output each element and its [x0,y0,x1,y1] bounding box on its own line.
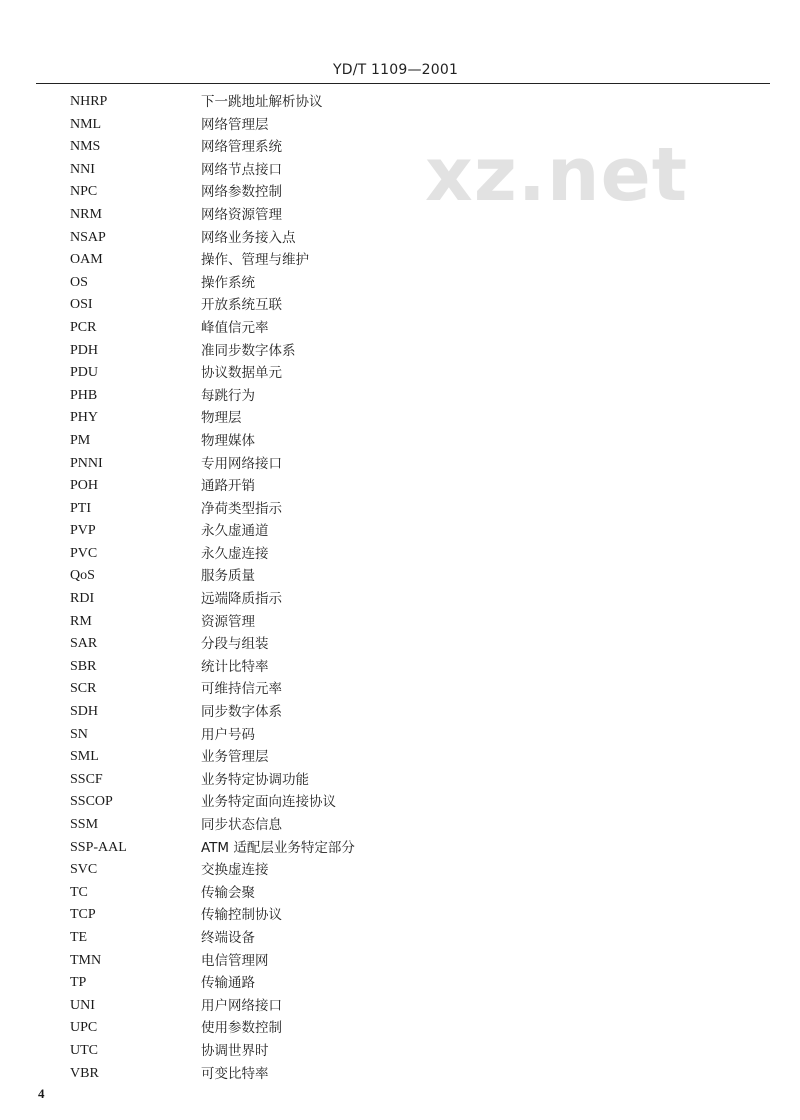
term-definition: 同步状态信息 [201,817,282,833]
abbreviation: PVC [70,545,98,561]
abbreviation: VBR [70,1065,99,1081]
term-definition: 每跳行为 [201,387,255,404]
list-item [0,904,800,927]
list-item [0,385,800,408]
term-definition: 业务管理层 [201,749,269,766]
term-definition: 永久虚通道 [201,523,269,540]
list-item [0,859,800,882]
list-item [0,995,800,1018]
list-item [0,837,800,860]
list-item [0,1017,800,1040]
list-item [0,543,800,566]
abbreviation: UTC [70,1042,98,1058]
list-item [0,814,800,837]
term-definition: 电信管理网 [201,952,269,969]
abbreviation: SSCOP [70,794,113,810]
term-definition: 传输控制协议 [201,907,282,924]
term-definition: 净荷类型指示 [201,500,282,517]
list-item [0,407,800,430]
abbreviation: OSI [70,297,93,313]
term-definition: 网络节点接口 [201,161,282,178]
abbreviation: NML [70,116,102,132]
term-definition: 终端设备 [201,929,255,946]
list-item [0,656,800,679]
term-definition: 通路开销 [201,478,255,495]
term-definition: 网络管理层 [201,116,269,133]
abbreviation: SN [70,726,88,742]
term-definition: 开放系统互联 [201,297,282,314]
abbreviation: TCP [70,907,96,923]
abbreviation: SAR [70,636,98,652]
abbreviation: PDU [70,365,99,381]
abbreviation: PDH [70,342,99,358]
term-definition: 传输通路 [201,975,255,992]
abbreviation: PM [70,432,91,448]
abbreviation: RDI [70,591,95,607]
abbreviation: NHRP [70,94,108,109]
term-definition: 网络管理系统 [201,139,282,156]
term-definition: 可维持信元率 [201,681,282,698]
list-item [0,678,800,701]
term-definition: 业务特定面向连接协议 [201,794,336,811]
term-definition: 资源管理 [201,613,255,630]
list-item [0,520,800,543]
term-definition: 使用参数控制 [201,1020,282,1037]
list-item [0,927,800,950]
list-item [0,791,800,814]
term-definition: 交换虚连接 [201,862,269,879]
abbreviation: SSM [70,817,99,832]
term-definition: 用户号码 [201,726,255,743]
abbreviation: PVP [70,523,96,539]
term-definition: 网络资源管理 [201,206,282,223]
term-definition: 操作系统 [201,274,255,291]
list-item [0,136,800,159]
list-item [0,430,800,453]
term-definition: 专用网络接口 [201,455,282,472]
list-item [0,882,800,905]
list-item [0,475,800,498]
list-item [0,227,800,250]
list-item [0,362,800,385]
abbreviation: PHY [70,410,99,426]
list-item [0,181,800,204]
list-item [0,565,800,588]
abbreviation: UPC [70,1020,98,1036]
abbreviation: PTI [70,500,91,516]
term-definition: 协议数据单元 [201,365,282,382]
list-item [0,340,800,363]
list-item [0,204,800,227]
term-definition: 峰值信元率 [201,319,269,336]
abbreviation: POH [70,478,99,494]
term-definition: 传输会聚 [201,884,255,901]
abbreviation: TC [70,884,88,900]
term-definition: 同步数字体系 [201,704,282,721]
term-definition: 下一跳地址解析协议 [201,94,323,110]
abbreviation: OS [70,274,88,290]
list-item [0,724,800,747]
list-item [0,249,800,272]
abbreviation: SDH [70,704,99,720]
list-item [0,746,800,769]
abbreviation: PHB [70,387,98,403]
abbreviation: TE [70,929,88,945]
list-item [0,317,800,340]
abbreviation: NNI [70,161,95,177]
term-definition: 分段与组装 [201,636,269,653]
watermark: xz.net [425,132,689,218]
term-definition: 网络参数控制 [201,184,282,201]
list-item [0,972,800,995]
list-item [0,91,800,114]
abbreviation: NSAP [70,229,106,245]
list-item [0,114,800,137]
term-definition: 可变比特率 [201,1065,269,1082]
abbreviation: NPC [70,184,98,200]
abbreviation: SBR [70,658,97,674]
term-definition: 网络业务接入点 [201,229,296,246]
term-definition: 用户网络接口 [201,997,282,1014]
term-definition: 准同步数字体系 [201,342,296,359]
abbreviation: QoS [70,568,95,584]
term-definition: 永久虚连接 [201,545,269,562]
abbreviation: NMS [70,139,101,155]
abbreviation: PCR [70,319,97,335]
list-item [0,588,800,611]
abbreviation: NRM [70,206,102,222]
abbreviation: SVC [70,862,98,878]
abbreviation: SSCF [70,771,103,787]
document-code-header: YD/T 1109—2001 [333,62,459,78]
list-item [0,159,800,182]
term-definition: 协调世界时 [201,1042,269,1059]
term-definition: 业务特定协调功能 [201,771,309,788]
list-item [0,1063,800,1086]
list-item [0,769,800,792]
term-definition: 物理层 [201,410,242,427]
term-definition: 远端降质指示 [201,591,282,608]
list-item [0,1040,800,1063]
term-definition: ATM 适配层业务特定部分 [201,839,355,856]
list-item [0,453,800,476]
abbreviation: OAM [70,252,103,268]
term-definition: 操作、管理与维护 [201,252,309,269]
list-item [0,701,800,724]
term-definition: 统计比特率 [201,658,269,675]
list-item [0,633,800,656]
list-item [0,950,800,973]
page-number: 4 [38,1086,45,1101]
abbreviation: TMN [70,952,102,968]
list-item [0,611,800,634]
term-definition: 物理媒体 [201,432,255,449]
abbreviation: SCR [70,681,97,697]
term-definition: 服务质量 [201,568,255,585]
list-item [0,272,800,295]
abbreviation: TP [70,975,87,991]
abbreviation: UNI [70,997,95,1013]
list-item [0,498,800,521]
abbreviation: PNNI [70,455,103,471]
abbreviation: SSP-AAL [70,839,127,855]
abbreviation-list [0,91,800,1085]
list-item [0,294,800,317]
abbreviation: RM [70,613,92,629]
header-divider [36,83,770,84]
abbreviation: SML [70,749,99,765]
